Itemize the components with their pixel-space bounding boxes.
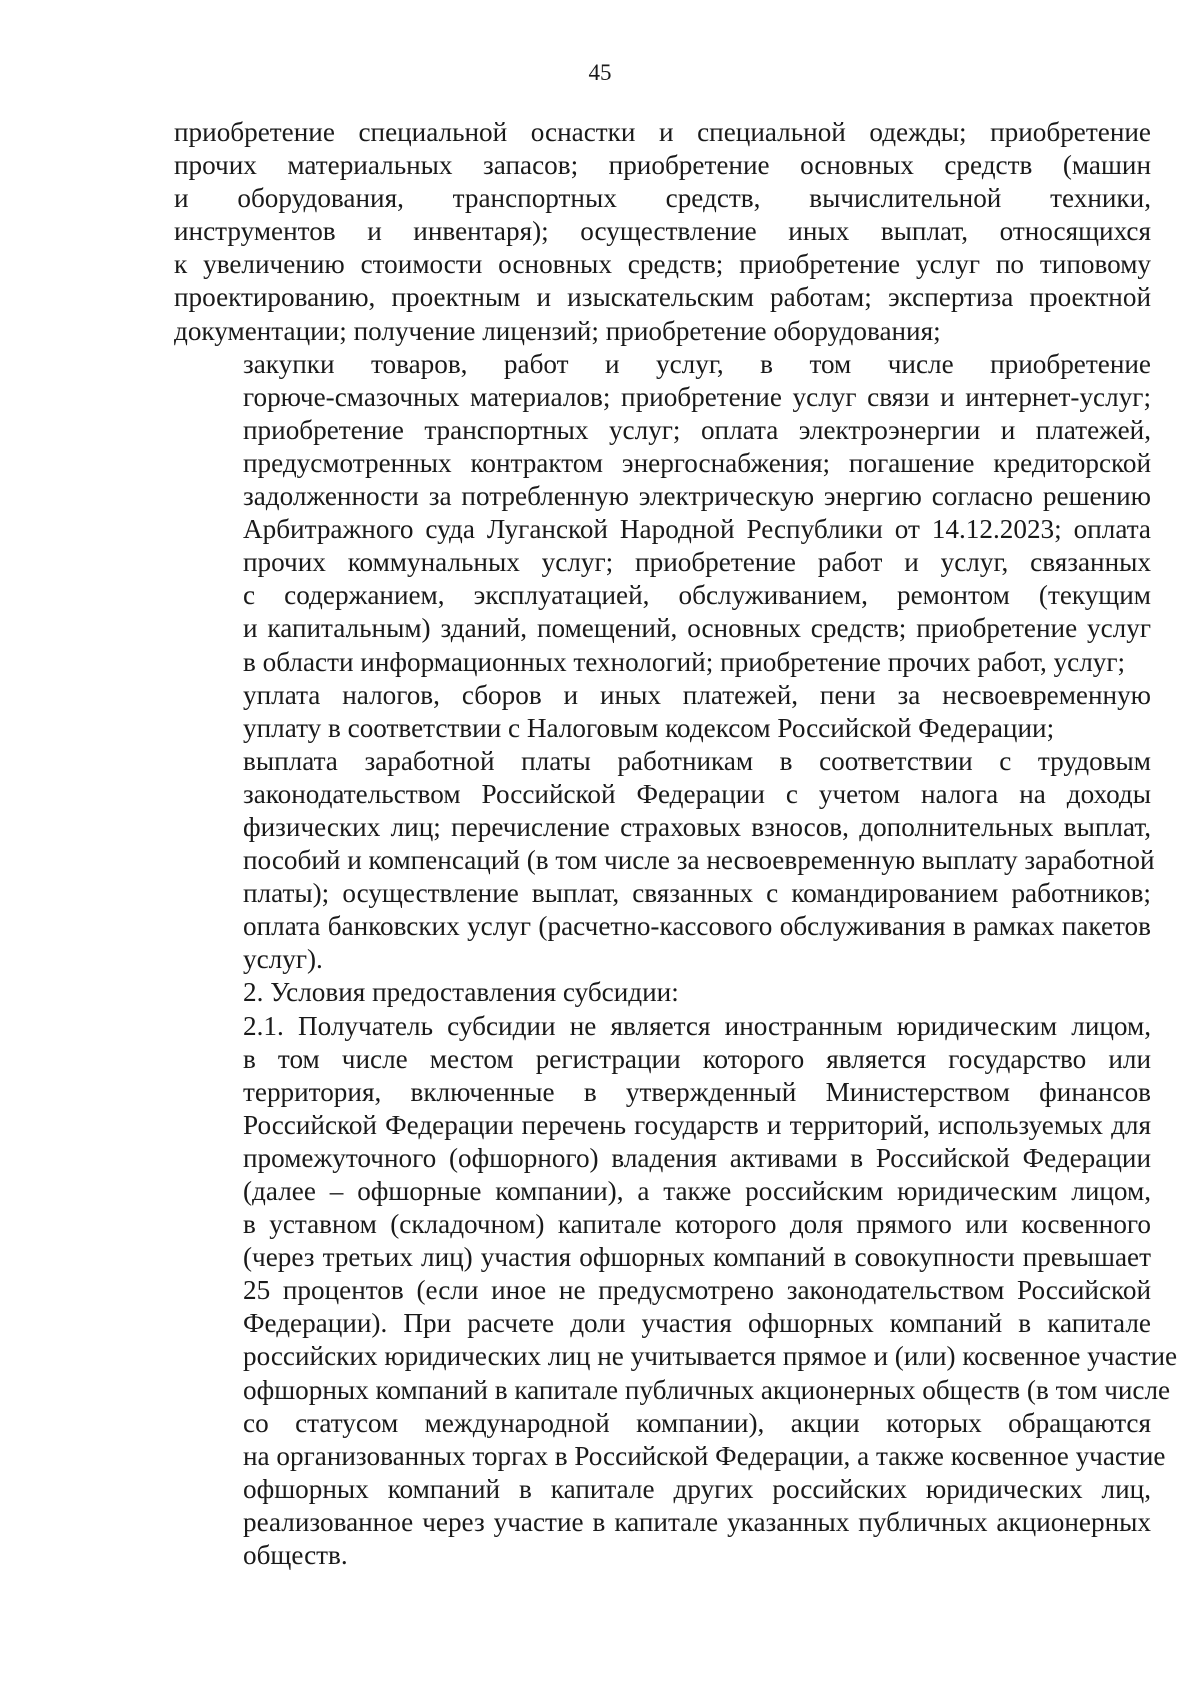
paragraph (174, 976, 1151, 1009)
text-line: прочих коммунальных услуг; приобретение работ и услуг, связанных (243, 547, 1151, 578)
text-line: физических лиц; перечисление страховых взносов, дополнительных выплат, (243, 811, 1151, 842)
text-line: промежуточного (офшорного) владения активами в Российской Федерации (243, 1142, 1151, 1173)
paragraph (174, 348, 1151, 679)
text-line: в уставном (складочном) капитале которого доля прямого или косвенного (243, 1209, 1151, 1240)
text-line: оплата банковских услуг (расчетно-кассового обслуживания в рамках пакетов (243, 911, 1151, 942)
text-line: офшорных компаний в капитале публичных акционерных обществ (в том числе (243, 1374, 1171, 1405)
text-line: (далее – офшорные компании), а также российским юридическим лицом, (243, 1176, 1151, 1206)
text-line: (через третьих лиц) участия офшорных компаний в совокупности превышает (243, 1242, 1151, 1273)
text-line: выплата заработной платы работникам в соответствии с трудовым (243, 745, 1151, 776)
text-line: уплату в соответствии с Налоговым кодексом Российской Федерации; (243, 712, 1055, 743)
text-line: в области информационных технологий; приобретение прочих работ, услуг; (243, 646, 1126, 677)
text-line: услуг). (243, 944, 323, 975)
document-body (174, 116, 1178, 1572)
text-line: задолженности за потребленную электрическую энергию согласно решению (243, 481, 1151, 512)
text-line: 2.1. Получатель субсидии не является иностранным юридическим лицом, (243, 1010, 1151, 1041)
text-line: со статусом международной компании), акции которых обращаются (243, 1407, 1151, 1438)
text-line: законодательством Российской Федерации с учетом налога на доходы (243, 778, 1151, 809)
text-line: платы); осуществление выплат, связанных с командированием работников; (243, 878, 1151, 909)
text-line: пособий и компенсаций (в том числе за несвоевременную выплату заработной (243, 845, 1155, 876)
text-line: обществ. (243, 1540, 348, 1571)
text-line: 25 процентов (если иное не предусмотрено законодательством Российской (243, 1275, 1151, 1306)
text-line: инструментов и инвентаря); осуществление иных выплат, относящихся (174, 216, 1151, 247)
paragraph (174, 116, 1151, 348)
text-line: проектированию, проектным и изыскательским работам; экспертиза проектной (174, 282, 1151, 313)
text-line: закупки товаров, работ и услуг, в том числе приобретение (243, 348, 1151, 379)
text-line: Российской Федерации перечень государств и территорий, используемых для (243, 1109, 1151, 1140)
text-line: документации; получение лицензий; приобретение оборудования; (174, 315, 941, 346)
paragraph (174, 745, 1155, 977)
paragraph (174, 1010, 1178, 1573)
text-line: Федерации). При расчете доли участия офшорных компаний в капитале (243, 1308, 1151, 1339)
text-line: в том числе местом регистрации которого является государство или (243, 1043, 1151, 1074)
text-line: к увеличению стоимости основных средств; приобретение услуг по типовому (174, 249, 1151, 280)
text-line: и капитальным) зданий, помещений, основных средств; приобретение услуг (243, 613, 1151, 644)
text-line: приобретение транспортных услуг; оплата электроэнергии и платежей, (243, 414, 1151, 445)
text-line: российских юридических лиц не учитывается прямое и (или) косвенное участие (243, 1341, 1178, 1372)
text-line: и оборудования, транспортных средств, вычислительной техники, (174, 183, 1151, 214)
text-line: приобретение специальной оснастки и специальной одежды; приобретение (174, 117, 1151, 147)
text-line: предусмотренных контрактом энергоснабжения; погашение кредиторской (243, 447, 1151, 478)
paragraph (174, 679, 1151, 745)
text-line: на организованных торгах в Российской Федерации, а также косвенное участие (243, 1440, 1166, 1471)
text-line: реализованное через участие в капитале указанных публичных акционерных (243, 1506, 1151, 1537)
text-line: офшорных компаний в капитале других российских юридических лиц, (243, 1473, 1151, 1504)
text-line: 2. Условия предоставления субсидии: (243, 977, 679, 1008)
text-line: с содержанием, эксплуатацией, обслуживанием, ремонтом (текущим (243, 580, 1151, 611)
text-line: горюче-смазочных материалов; приобретение услуг связи и интернет-услуг; (243, 381, 1151, 412)
page-number: 45 (588, 60, 612, 85)
text-line: Арбитражного суда Луганской Народной Республики от 14.12.2023; оплата (243, 514, 1151, 545)
text-line: уплата налогов, сборов и иных платежей, пени за несвоевременную (243, 679, 1151, 710)
text-line: территория, включенные в утвержденный Министерством финансов (243, 1076, 1151, 1107)
text-line: прочих материальных запасов; приобретение основных средств (машин (174, 150, 1151, 181)
